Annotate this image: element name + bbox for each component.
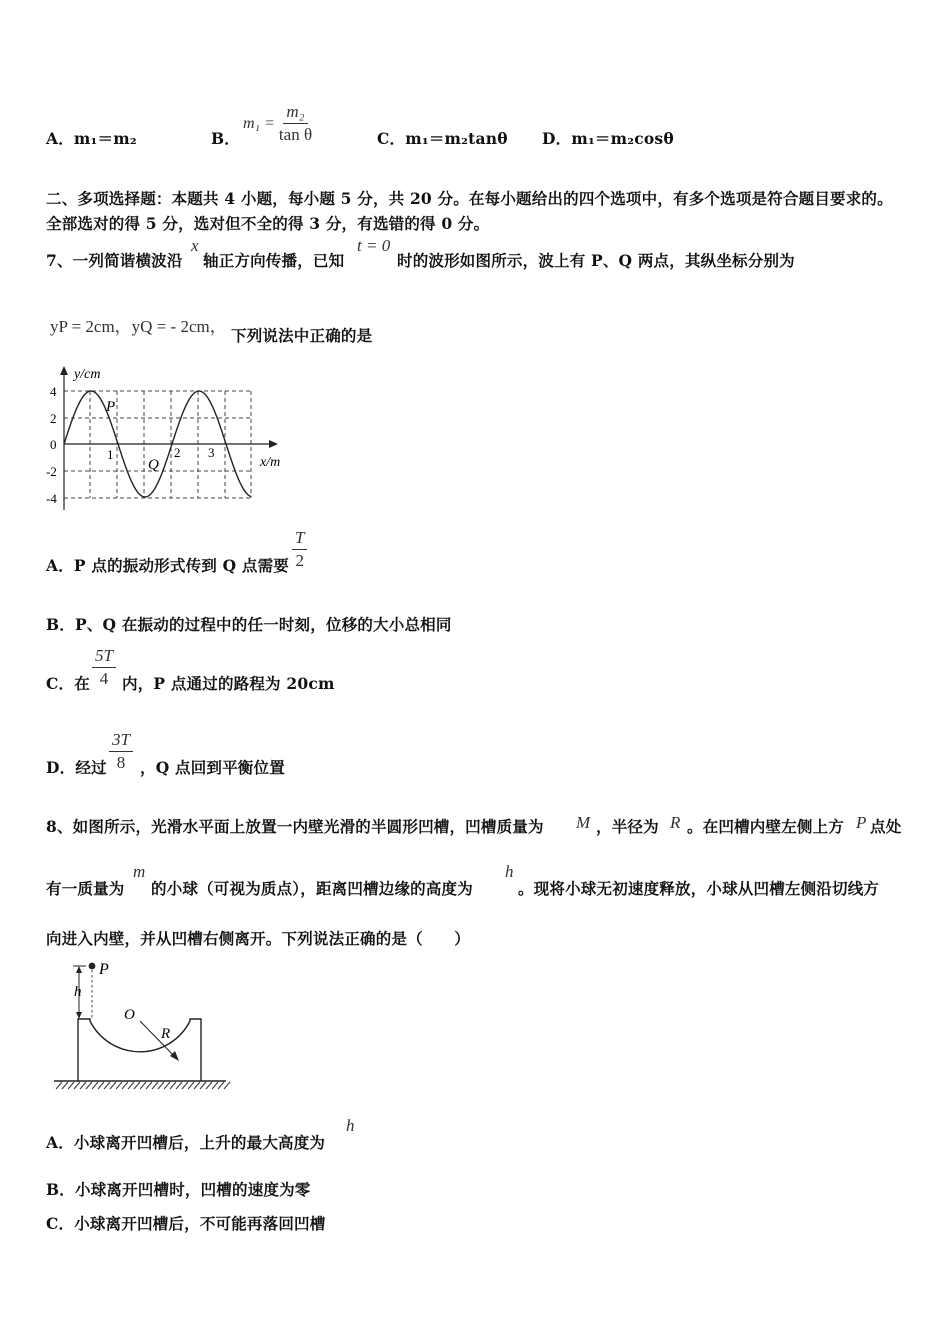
hatch-mark — [80, 1082, 86, 1089]
q7-stem-t: t = 0 — [357, 236, 391, 255]
q8-var-p: P — [856, 813, 867, 832]
q8-line2-part2: 的小球（可视为质点），距离凹槽边缘的高度为 — [151, 879, 473, 898]
hatch-mark — [86, 1082, 92, 1089]
y-tick-neg2: -2 — [46, 464, 57, 479]
q8-option-c: C．小球离开凹槽后，不可能再落回凹槽 — [46, 1214, 326, 1233]
hatch-mark — [98, 1082, 104, 1089]
q7-stem-part3: 时的波形如图所示，波上有 P、Q 两点，其纵坐标分别为 — [397, 251, 795, 270]
q8-line3: 向进入内壁，并从凹槽右侧离开。下列说法正确的是（ ） — [46, 929, 470, 948]
q7-option-c-fraction — [92, 646, 116, 689]
hatch-mark — [110, 1082, 116, 1089]
fraction-denominator: 2 — [295, 551, 304, 570]
y-tick-neg4: -4 — [46, 491, 57, 506]
q8-line1-part1: 8、如图所示，光滑水平面上放置一内壁光滑的半圆形凹槽，凹槽质量为 — [46, 817, 544, 836]
q8-line1-part3: 。在凹槽内壁左侧上方 — [687, 817, 845, 836]
hatch-mark — [164, 1082, 170, 1089]
q8-groove-figure — [48, 955, 233, 1095]
q7-option-c-pre: C．在 — [46, 674, 90, 693]
hatch-mark — [158, 1082, 164, 1089]
q6-option-c: C．m₁＝m₂tanθ — [377, 129, 508, 148]
groove-body — [78, 1019, 201, 1081]
q8-var-m-upper: M — [576, 813, 591, 832]
hatch-mark — [182, 1082, 188, 1089]
x-axis-arrow — [269, 440, 278, 448]
q7-coordinates: yP = 2cm，yQ = - 2cm， — [50, 317, 227, 336]
y-axis-label: y/cm — [74, 367, 101, 382]
ball-p — [89, 963, 96, 970]
formula-numerator: m₂ — [283, 102, 307, 124]
hatch-mark — [152, 1082, 158, 1089]
hatch-mark — [92, 1082, 98, 1089]
q6-option-b-formula — [243, 102, 312, 145]
formula-denominator: tan θ — [278, 125, 313, 144]
point-q-label: Q — [148, 457, 159, 473]
hatch-mark — [122, 1082, 128, 1089]
hatch-mark — [140, 1082, 146, 1089]
center-o-label: O — [124, 1007, 135, 1023]
y-tick-4: 4 — [50, 384, 57, 399]
height-arrow-top — [76, 966, 82, 973]
x-tick-2: 2 — [174, 445, 181, 460]
hatch-mark — [224, 1082, 230, 1089]
height-label: h — [74, 984, 82, 1000]
fraction-denominator: 8 — [116, 753, 126, 772]
q7-option-a: A．P 点的振动形式传到 Q 点需要 — [46, 556, 289, 575]
q8-line1-part2: ，半径为 — [596, 817, 659, 836]
formula-fraction — [279, 102, 312, 145]
q6-option-d: D．m₁＝m₂cosθ — [542, 129, 674, 148]
section2-line1: 二、多项选择题：本题共 4 小题，每小题 5 分，共 20 分。在每小题给出的四个选项中，有多个选项是符合题目要求的。 — [46, 189, 893, 208]
hatch-mark — [176, 1082, 182, 1089]
q8-option-a-h: h — [346, 1116, 355, 1135]
ground-hatching — [56, 1082, 230, 1089]
hatch-mark — [212, 1082, 218, 1089]
section2-line2: 全部选对的得 5 分，选对但不全的得 3 分，有选错的得 0 分。 — [46, 214, 490, 233]
fraction-numerator: 3T — [109, 730, 133, 752]
hatch-mark — [62, 1082, 68, 1089]
q7-option-b: B．P、Q 在振动的过程中的任一时刻，位移的大小总相同 — [46, 615, 452, 634]
q6-option-a: A．m₁＝m₂ — [46, 129, 137, 148]
y-tick-2: 2 — [50, 411, 57, 426]
hatch-mark — [146, 1082, 152, 1089]
q6-option-b-label: B． — [211, 129, 241, 148]
x-tick-1: 1 — [107, 447, 114, 462]
hatch-mark — [194, 1082, 200, 1089]
hatch-mark — [170, 1082, 176, 1089]
q7-stem-part2: 轴正方向传播，已知 — [203, 251, 345, 270]
hatch-mark — [116, 1082, 122, 1089]
q8-line1-part4: 点处 — [870, 817, 902, 836]
hatch-mark — [206, 1082, 212, 1089]
hatch-mark — [134, 1082, 140, 1089]
q7-stem-part4: 下列说法中正确的是 — [231, 326, 373, 345]
q7-option-d-fraction — [109, 730, 133, 773]
fraction-denominator: 4 — [99, 669, 109, 688]
point-p-label: P — [106, 399, 116, 415]
hatch-mark — [56, 1082, 62, 1089]
hatch-mark — [104, 1082, 110, 1089]
q8-var-r: R — [670, 813, 681, 832]
q8-option-a: A．小球离开凹槽后，上升的最大高度为 — [46, 1133, 326, 1152]
q7-stem-part1: 7、一列简谐横波沿 — [46, 251, 183, 270]
hatch-mark — [188, 1082, 194, 1089]
fraction-numerator: 5T — [92, 646, 116, 668]
q8-line2-part1: 有一质量为 — [46, 879, 125, 898]
hatch-mark — [200, 1082, 206, 1089]
hatch-mark — [218, 1082, 224, 1089]
y-axis-arrow — [60, 366, 68, 375]
radius-arrow — [170, 1051, 179, 1061]
x-tick-3: 3 — [208, 445, 215, 460]
radius-r-label: R — [161, 1026, 171, 1042]
q7-option-d-post: ，Q 点回到平衡位置 — [140, 758, 285, 777]
q8-var-h: h — [505, 862, 514, 881]
hatch-mark — [128, 1082, 134, 1089]
formula-lhs: m₁ = — [243, 114, 275, 132]
q7-stem-x: x — [191, 236, 199, 255]
q7-option-d-pre: D．经过 — [46, 758, 107, 777]
height-arrow-bottom — [76, 1012, 82, 1019]
hatch-mark — [74, 1082, 80, 1089]
q7-option-a-fraction — [292, 528, 307, 571]
q8-option-b: B．小球离开凹槽时，凹槽的速度为零 — [46, 1180, 311, 1199]
fraction-numerator: T — [292, 528, 307, 550]
ball-p-label: P — [99, 961, 109, 978]
hatch-mark — [68, 1082, 74, 1089]
y-tick-0: 0 — [50, 437, 57, 452]
q8-var-m: m — [133, 862, 146, 881]
x-axis-label: x/m — [260, 455, 281, 470]
q8-line2-part3: 。现将小球无初速度释放，小球从凹槽左侧沿切线方 — [518, 879, 880, 898]
q7-option-c-post: 内，P 点通过的路程为 20cm — [122, 674, 335, 693]
q7-wave-graph — [40, 360, 300, 520]
